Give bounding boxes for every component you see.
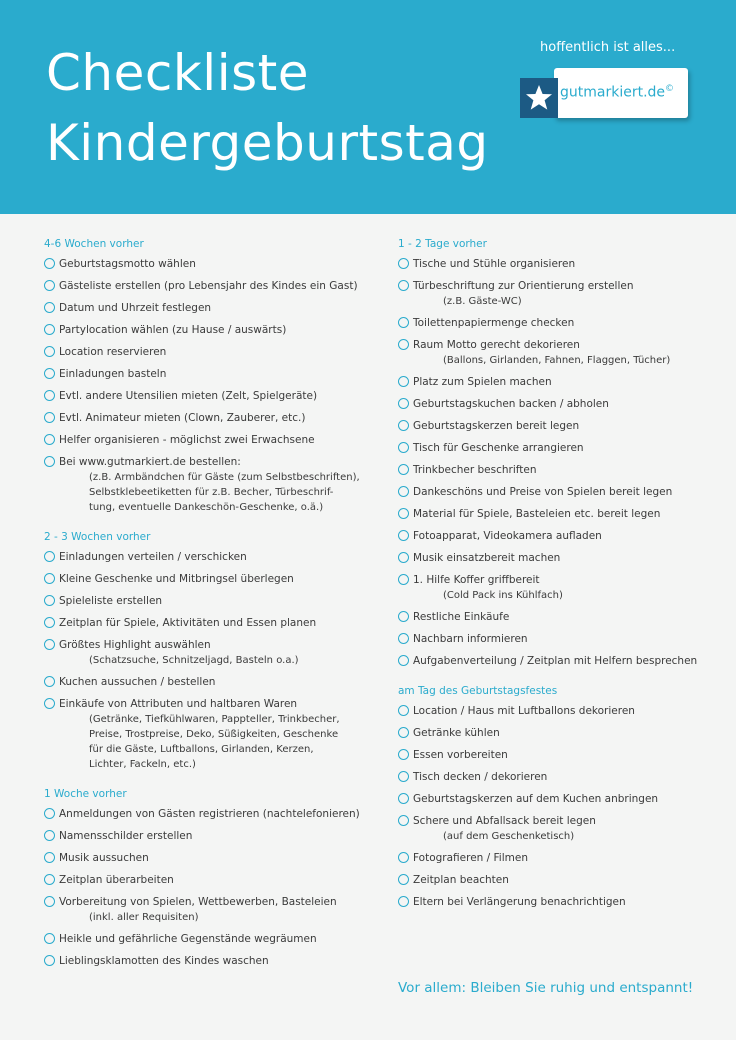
checkbox-circle-icon[interactable] (398, 280, 409, 291)
checkbox-circle-icon[interactable] (44, 830, 55, 841)
section-title: 1 - 2 Tage vorher (398, 238, 487, 250)
star-icon (523, 82, 555, 114)
checkbox-circle-icon[interactable] (398, 574, 409, 585)
checklist-item-text: Aufgabenverteilung / Zeitplan mit Helfern besprechen (413, 655, 698, 667)
checkbox-circle-icon[interactable] (44, 390, 55, 401)
checkbox-circle-icon[interactable] (398, 552, 409, 563)
checklist-item-text: Geburtstagskuchen backen / abholen (413, 398, 609, 410)
checkbox-circle-icon[interactable] (398, 508, 409, 519)
checklist-item (44, 954, 384, 969)
checklist-item-detail: für die Gäste, Luftballons, Girlanden, Kerzen, (89, 744, 314, 755)
checkbox-circle-icon[interactable] (398, 874, 409, 885)
checklist-section (398, 683, 718, 910)
checkbox-circle-icon[interactable] (44, 852, 55, 863)
page-title-line1: Checkliste (46, 44, 310, 102)
checklist-item (398, 814, 718, 844)
checklist-item-text: Musik einsatzbereit machen (413, 552, 561, 564)
checklist-item-text: Türbeschriftung zur Orientierung erstellen (413, 280, 634, 292)
checklist-item-text: Vorbereitung von Spielen, Wettbewerben, Basteleien (59, 896, 337, 908)
checklist-item-text: Musik aussuchen (59, 852, 149, 864)
checklist-item (44, 279, 384, 294)
checklist-item (398, 551, 718, 566)
checklist-item-text: Tische und Stühle organisieren (413, 258, 576, 270)
checkbox-circle-icon[interactable] (44, 412, 55, 423)
checklist-item (44, 675, 384, 690)
checklist-item-text: Einladungen verteilen / verschicken (59, 551, 247, 563)
checkbox-circle-icon[interactable] (44, 456, 55, 467)
checklist-item (44, 455, 384, 515)
checklist-item-detail: (Getränke, Tiefkühlwaren, Pappteller, Trinkbecher, (89, 714, 340, 725)
checklist-item-text: Fotoapparat, Videokamera aufladen (413, 530, 602, 542)
checklist-item-text: Location reservieren (59, 346, 167, 358)
checklist-item-detail: (Schatzsuche, Schnitzeljagd, Basteln o.a.) (89, 655, 299, 666)
checkbox-circle-icon[interactable] (398, 442, 409, 453)
checklist-section (398, 236, 718, 669)
checklist-item (44, 345, 384, 360)
checkbox-circle-icon[interactable] (398, 633, 409, 644)
checklist-item-detail: (Cold Pack ins Kühlfach) (443, 590, 563, 601)
checklist-item (398, 279, 718, 309)
checklist-item (398, 441, 718, 456)
checkbox-circle-icon[interactable] (398, 376, 409, 387)
checklist-item-detail: (z.B. Gäste-WC) (443, 296, 522, 307)
section-title: 4-6 Wochen vorher (44, 238, 144, 250)
checkbox-circle-icon[interactable] (44, 874, 55, 885)
checkbox-circle-icon[interactable] (398, 339, 409, 350)
checklist-item (44, 257, 384, 272)
checklist-item (398, 463, 718, 478)
checklist-item (44, 367, 384, 382)
checklist-item (44, 697, 384, 772)
checkbox-circle-icon[interactable] (44, 324, 55, 335)
checklist-item-text: Lieblingsklamotten des Kindes waschen (59, 955, 269, 967)
checklist-item (398, 792, 718, 807)
checklist-item-text: Evtl. andere Utensilien mieten (Zelt, Spielgeräte) (59, 390, 318, 402)
checklist-item-text: Heikle und gefährliche Gegenstände wegräumen (59, 933, 317, 945)
checklist-item (398, 610, 718, 625)
checklist-item-detail: tung, eventuelle Dankeschön-Geschenke, o.ä.) (89, 502, 324, 513)
checkbox-circle-icon[interactable] (44, 617, 55, 628)
checklist-item (44, 550, 384, 565)
checkbox-circle-icon[interactable] (398, 655, 409, 666)
checklist-item-text: Toilettenpapiermenge checken (413, 317, 575, 329)
logo (520, 68, 690, 124)
checklist-item-text: Location / Haus mit Luftballons dekorieren (413, 705, 635, 717)
checklist-item (398, 257, 718, 272)
checklist-item-text: Partylocation wählen (zu Hause / auswärts) (59, 324, 287, 336)
checklist-item (398, 375, 718, 390)
checkbox-circle-icon[interactable] (44, 280, 55, 291)
checklist-item-text: 1. Hilfe Koffer griffbereit (413, 574, 540, 586)
checklist-item-text: Nachbarn informieren (413, 633, 528, 645)
checkbox-circle-icon[interactable] (398, 611, 409, 622)
checklist-item-text: Platz zum Spielen machen (413, 376, 552, 388)
checklist-section (44, 786, 384, 969)
logo-text-wrap (560, 84, 674, 101)
checkbox-circle-icon[interactable] (398, 464, 409, 475)
checklist-item-text: Geburtstagskerzen auf dem Kuchen anbringen (413, 793, 659, 805)
checkbox-circle-icon[interactable] (44, 639, 55, 650)
checklist-item-text: Bei www.gutmarkiert.de bestellen: (59, 456, 241, 468)
checklist-item-text: Zeitplan für Spiele, Aktivitäten und Essen planen (59, 617, 317, 629)
checkbox-circle-icon[interactable] (398, 420, 409, 431)
checkbox-circle-icon[interactable] (398, 486, 409, 497)
checklist-item-text: Anmeldungen von Gästen registrieren (nachtelefonieren) (59, 808, 360, 820)
checklist-item-text: Trinkbecher beschriften (413, 464, 537, 476)
checkbox-circle-icon[interactable] (398, 815, 409, 826)
checklist-item-detail: Selbstklebeetiketten für z.B. Becher, Türbeschrif- (89, 487, 334, 498)
checklist-item (398, 873, 718, 888)
checklist-item (398, 573, 718, 603)
checkbox-circle-icon[interactable] (398, 705, 409, 716)
checkbox-circle-icon[interactable] (398, 852, 409, 863)
left-column (44, 236, 384, 983)
checklist-item (44, 323, 384, 338)
checklist-item-text: Tisch für Geschenke arrangieren (413, 442, 584, 454)
checkbox-circle-icon[interactable] (398, 793, 409, 804)
checklist-item-text: Geburtstagsmotto wählen (59, 258, 196, 270)
checklist-item-text: Gästeliste erstellen (pro Lebensjahr des Kindes ein Gast) (59, 280, 358, 292)
checklist-item-text: Einladungen basteln (59, 368, 167, 380)
section-title: 2 - 3 Wochen vorher (44, 531, 151, 543)
checklist-item (398, 419, 718, 434)
checkbox-circle-icon[interactable] (398, 749, 409, 760)
checklist-item-text: Fotografieren / Filmen (413, 852, 528, 864)
checklist-item-text: Eltern bei Verlängerung benachrichtigen (413, 896, 626, 908)
checklist-item-text: Kuchen aussuchen / bestellen (59, 676, 216, 688)
checklist-section (44, 236, 384, 515)
checklist-item-text: Größtes Highlight auswählen (59, 639, 211, 651)
tagline: hoffentlich ist alles... (540, 40, 676, 55)
checklist-item-text: Spieleliste erstellen (59, 595, 163, 607)
checklist-item (44, 616, 384, 631)
checklist-item-text: Material für Spiele, Basteleien etc. bereit legen (413, 508, 661, 520)
checklist-item (44, 638, 384, 668)
checklist-item (44, 807, 384, 822)
checkbox-circle-icon[interactable] (44, 896, 55, 907)
logo-label-box (554, 68, 688, 118)
checklist-item-text: Essen vorbereiten (413, 749, 508, 761)
checkbox-circle-icon[interactable] (44, 368, 55, 379)
checklist-item-text: Zeitplan beachten (413, 874, 509, 886)
section-title: 1 Woche vorher (44, 788, 127, 800)
logo-star-box (520, 78, 558, 118)
checklist-item (44, 433, 384, 448)
checkbox-circle-icon[interactable] (44, 808, 55, 819)
checkbox-circle-icon[interactable] (398, 317, 409, 328)
logo-text: gutmarkiert.de (560, 84, 666, 101)
page-title-line2: Kindergeburtstag (46, 114, 489, 172)
checklist-item (398, 770, 718, 785)
checkbox-circle-icon[interactable] (44, 595, 55, 606)
checkbox-circle-icon[interactable] (44, 551, 55, 562)
checklist-item-text: Einkäufe von Attributen und haltbaren Waren (59, 698, 298, 710)
section-title: am Tag des Geburtstagsfestes (398, 685, 558, 697)
checklist-item (398, 895, 718, 910)
checklist-item-text: Helfer organisieren - möglichst zwei Erwachsene (59, 434, 315, 446)
checklist-section (44, 529, 384, 772)
checklist-item (398, 748, 718, 763)
checklist-item-detail: (Ballons, Girlanden, Fahnen, Flaggen, Tücher) (443, 355, 671, 366)
checklist-item-text: Schere und Abfallsack bereit legen (413, 815, 596, 827)
checklist-item-text: Namensschilder erstellen (59, 830, 193, 842)
checkbox-circle-icon[interactable] (398, 530, 409, 541)
checklist-item (398, 316, 718, 331)
checkbox-circle-icon[interactable] (398, 258, 409, 269)
checklist-item (44, 594, 384, 609)
checklist-item (44, 932, 384, 947)
checkbox-circle-icon[interactable] (44, 434, 55, 445)
checklist-item-detail: Lichter, Fackeln, etc.) (89, 759, 196, 770)
checkbox-circle-icon[interactable] (44, 676, 55, 687)
checklist-item (44, 873, 384, 888)
checklist-item (44, 851, 384, 866)
right-column (398, 236, 718, 924)
footer-note: Vor allem: Bleiben Sie ruhig und entspannt! (398, 980, 694, 996)
checkbox-circle-icon[interactable] (398, 771, 409, 782)
checklist-item (398, 654, 718, 669)
checklist-item (398, 851, 718, 866)
checkbox-circle-icon[interactable] (44, 933, 55, 944)
checklist-item (44, 301, 384, 316)
checklist-item (44, 829, 384, 844)
checklist-item-detail: (z.B. Armbändchen für Gäste (zum Selbstbeschriften), (89, 472, 360, 483)
checklist-item (44, 895, 384, 925)
checklist-item (398, 704, 718, 719)
checklist-item (398, 485, 718, 500)
checklist-item (44, 572, 384, 587)
checklist-item-text: Kleine Geschenke und Mitbringsel überlegen (59, 573, 294, 585)
checklist-item (398, 507, 718, 522)
checklist-item-text: Datum und Uhrzeit festlegen (59, 302, 212, 314)
checklist-item (44, 411, 384, 426)
checklist-item-detail: (auf dem Geschenketisch) (443, 831, 575, 842)
checkbox-circle-icon[interactable] (44, 302, 55, 313)
checklist-item-detail: Preise, Trostpreise, Deko, Süßigkeiten, Geschenke (89, 729, 339, 740)
checklist-item (398, 726, 718, 741)
checklist-item (398, 397, 718, 412)
checklist-item-text: Geburtstagskerzen bereit legen (413, 420, 580, 432)
checkbox-circle-icon[interactable] (398, 398, 409, 409)
checklist-item (398, 632, 718, 647)
logo-mark: © (665, 84, 675, 94)
header-banner (0, 0, 736, 214)
checkbox-circle-icon[interactable] (44, 573, 55, 584)
checklist-item-text: Zeitplan überarbeiten (59, 874, 174, 886)
checkbox-circle-icon[interactable] (44, 698, 55, 709)
checklist-item-text: Restliche Einkäufe (413, 611, 510, 623)
checklist-item-text: Evtl. Animateur mieten (Clown, Zauberer, etc.) (59, 412, 306, 424)
checklist-item (44, 389, 384, 404)
checklist-item (398, 338, 718, 368)
checkbox-circle-icon[interactable] (44, 955, 55, 966)
checklist-item-text: Getränke kühlen (413, 727, 500, 739)
checklist-item (398, 529, 718, 544)
checklist-item-detail: (inkl. aller Requisiten) (89, 912, 199, 923)
checkbox-circle-icon[interactable] (44, 258, 55, 269)
checkbox-circle-icon[interactable] (44, 346, 55, 357)
checkbox-circle-icon[interactable] (398, 896, 409, 907)
checkbox-circle-icon[interactable] (398, 727, 409, 738)
checklist-item-text: Dankeschöns und Preise von Spielen bereit legen (413, 486, 673, 498)
checklist-item-text: Tisch decken / dekorieren (413, 771, 548, 783)
checklist-item-text: Raum Motto gerecht dekorieren (413, 339, 580, 351)
